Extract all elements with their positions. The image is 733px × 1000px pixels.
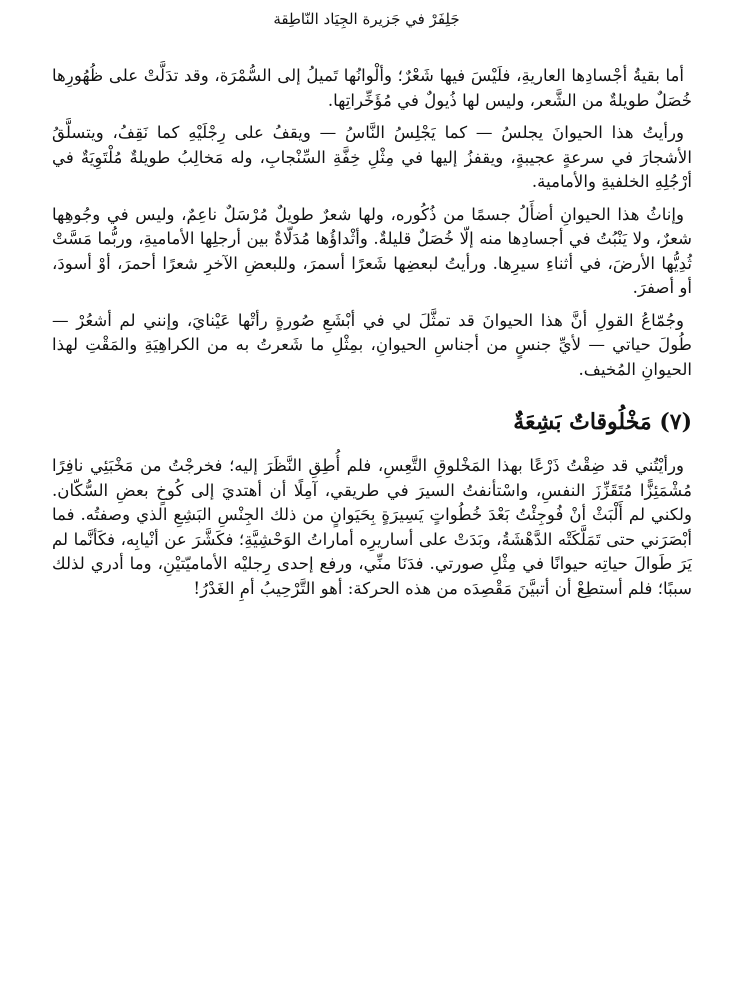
paragraph: وجُمّاعُ القولِ أنَّ هذا الحيوانَ قد تمثَّلَ لي في أبْشَعِ صُورةٍ رأتْها عَيْنايَ، وإنني لم أشعُرْ — طُولَ حياتي — لأيِّ جنسٍ من أجناسِ الحيوانِ، بمِثْلِ ما شَعرتُ به من الكراهِيَةِ والمَقْتِ لهذا الحيوانِ المُخيف.: [52, 310, 692, 379]
paragraph: ورأيتُ هذا الحيوانَ يجلسُ — كما يَجْلِسُ النَّاسُ — ويقفُ على رِجْلَيْهِ كما نَقِفُ، ويتسلَّقُ الأشجارَ في سرعةٍ عجيبةٍ، ويقفزُ إليها في مِثْلِ خِفَّةِ السِّنْجابِ، وله مَخالِبُ طويلةٌ مُلْتَوِيَةٌ في أرْجُلِهِ الخلفيةِ والأمامية.: [52, 123, 692, 191]
paragraph: ورأيْتُني قد ضِقْتُ ذَرْعًا بهذا المَخْلوقِ التَّعِسِ، فلم أُطِقِ النَّظَرَ إليه؛ فخرجْتُ من مَخْبَئِي نافِرًا مُشْمَئِزًّا مُتَقَزِّزَ النفسِ، واسْتأنفتُ السيرَ في طريقي، آمِلًا أن أهتديَ إلى كُوخٍ بعضِ السُّكّان. ولكني لم أَلْبَثْ أنْ فُوجِئْتُ بَعْدَ خُطُواتٍ يَسِيرَةٍ بِحَيَوانٍ من ذلك الجِنْسِ البَشِعِ الذي وصفتُه. فما أبْصَرَني حتى تَمَلَّكَتْه الدَّهْشَةُ، وبَدَتْ على أساريرِه أماراتُ الوَحْشِيَّةِ؛ فكَشَّرَ عن أنْيابِه، فكَأنَّما لم يَرَ طَوالَ حياتِه حيوانًا في مِثْلِ صورتي. فدَنَا منِّي، ورفع إحدى رِجليْه الأماميّتيْنِ، وما أدري لذلك سببًا؛ فلم أستطِعْ أن أتبيَّنَ مَقْصِدَه من هذه الحركة: أهو التَّرْحِيبُ أمِ الغَدْرُ!: [52, 456, 692, 598]
section-heading: (٧) مَخْلُوقاتٌ بَشِعَةٌ: [513, 409, 692, 435]
running-header: جَلِفَرْ في جَزيرة الجِيَاد النّاطِقة: [273, 10, 460, 28]
paragraph: وإناثُ هذا الحيوانِ أضأَلُ جسمًا من ذُكُوره، ولها شعرٌ طويلٌ مُرْسَلٌ ناعِمٌ، وليس في وجُوهِها شعرٌ، ولا يَنْبُتُ في أجسادِها منه إلّا خُصَلٌ قليلةٌ. وأثْداؤُها مُدَلّاةٌ بين أرجلِها الأماميةِ، وربُّما مَسَّتْ ثُدِيُّها الأرضَ، في أثناءِ سيرِها. ورأيتُ لبعضِها شَعرًا أسمرَ، وللبعضِ الآخرِ شعرًا أحمرَ، أوْ أسودَ، أو أصفرَ.: [52, 204, 692, 297]
paragraph: أما بقيةُ أجْسادِها العاريةِ، فلَيْسَ فيها شَعْرٌ؛ وألْوانُها تَميلُ إلى السُّمْرَة، وقد تدَلَّتْ على ظُهُورِها خُصَلٌ طويلةٌ من الشَّعر، وليس لها ذُيولٌ في مُؤَخِّراتِها.: [52, 66, 692, 110]
page-body: [52, 64, 692, 609]
